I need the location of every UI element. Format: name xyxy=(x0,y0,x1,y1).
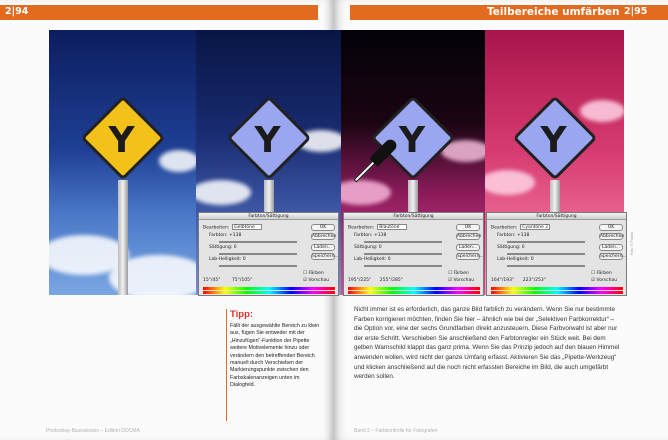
hue-slider[interactable] xyxy=(219,241,297,243)
ok-button[interactable]: OK xyxy=(311,224,335,231)
sign-letter: Y xyxy=(399,120,426,161)
saturation-label: Sättigung: xyxy=(497,245,521,250)
lightness-value[interactable]: 0 xyxy=(387,257,391,262)
header-bar-left xyxy=(0,5,318,20)
hue-saturation-dialog xyxy=(198,212,339,296)
hue-slider[interactable] xyxy=(364,241,442,243)
hue-label: Farbton: xyxy=(209,233,228,238)
lightness-label: Lab-Helligkeit: xyxy=(209,257,242,262)
saturation-slider[interactable] xyxy=(364,253,442,255)
cancel-button[interactable]: Abbrechen xyxy=(600,234,625,239)
saturation-value[interactable]: 0 xyxy=(378,245,382,250)
page-number-left: 2|94 xyxy=(5,6,29,17)
lightness-slider[interactable] xyxy=(364,265,442,267)
preview-checkbox[interactable]: ☑ Vorschau xyxy=(448,278,475,283)
color-spectrum-bar[interactable] xyxy=(491,287,623,290)
edit-select[interactable]: Blautöne xyxy=(377,224,407,230)
lightness-label: Lab-Helligkeit: xyxy=(497,257,530,262)
body-paragraph: Nicht immer ist es erforderlich, das ganze Bild farblich zu verändern. Wenn Sie nur bestimmte Farben korrigieren möchten, finden Sie hier – ähnlich wie bei der „Selektiven Farbkorrektur“ – die Option vor, eine der sechs Grundfarben direkt anzusteuern. Diese Farbvorwahl ist aber nur der erste Schritt. Verschieben Sie anschließend den Farbtonregler ein Stück weit. Bei dem gelben Warnschild klappt das ganz prima. Wenn Sie das Prinzip jedoch auf den blauen Himmel anwenden wollen, wird nicht der ganze Umfang erfasst. Aktivieren Sie das „Pipette-Werkzeug“ und klicken anschließend auf die noch nicht erfassten Bereiche im Bild, die auch umgefärbt werden sollen. xyxy=(354,306,620,381)
edit-select[interactable]: Cyantöne 2 xyxy=(520,224,550,230)
color-spectrum-bar[interactable] xyxy=(203,291,335,294)
chapter-title: Teilbereiche umfärben xyxy=(487,6,620,18)
saturation-label: Sättigung: xyxy=(209,245,233,250)
save-button[interactable]: Speichern... xyxy=(312,254,339,259)
saturation-slider[interactable] xyxy=(219,253,297,255)
dialog-title: Farbton/Sättigung xyxy=(199,213,338,220)
photo-original-yellow-sign xyxy=(49,30,196,295)
lightness-value[interactable]: 0 xyxy=(242,257,246,262)
load-button[interactable]: Laden... xyxy=(311,244,335,251)
ok-button[interactable]: OK xyxy=(456,224,480,231)
colorize-checkbox[interactable]: ☐ Färben xyxy=(448,271,469,276)
hue-saturation-dialog xyxy=(486,212,627,296)
hue-saturation-dialog xyxy=(343,212,484,296)
saturation-value[interactable]: 0 xyxy=(233,245,237,250)
tip-box xyxy=(230,309,322,390)
lightness-value[interactable]: 0 xyxy=(530,257,534,262)
sign-post xyxy=(118,180,128,295)
color-spectrum-bar[interactable] xyxy=(491,291,623,294)
footer-left: Photoshop-Basiswissen – Edition DOCMA xyxy=(46,428,140,434)
colorize-checkbox[interactable]: ☐ Färben xyxy=(303,271,324,276)
range-readout: 15°/45° 75°/105° xyxy=(203,278,253,283)
edit-label: Bearbeiten: xyxy=(203,225,230,231)
cancel-button[interactable]: Abbrechen xyxy=(312,234,337,239)
edit-label: Bearbeiten: xyxy=(348,225,375,231)
tip-rule xyxy=(226,309,227,421)
hue-value[interactable]: +138 xyxy=(373,233,387,238)
photo-credit: Foto: © Fotolia xyxy=(630,231,634,255)
load-button[interactable]: Laden... xyxy=(599,244,623,251)
sign-letter: Y xyxy=(254,120,281,161)
color-spectrum-bar[interactable] xyxy=(203,287,335,290)
hue-slider[interactable] xyxy=(507,241,585,243)
colorize-checkbox[interactable]: ☐ Färben xyxy=(591,271,612,276)
tip-text: Fällt der ausgewählte Bereich zu klein aus, fügen Sie entweder mit der „Hinzufügen“-Funktion der Pipette weitere Motivelemente hinzu oder verändern den betreffenden Bereich manuell durch Verschieben der Markierungspunkte zwischen den Farbskalenanzeigen unten im Dialogfeld. xyxy=(230,323,320,389)
sign-letter: Y xyxy=(540,120,567,161)
hue-value[interactable]: +138 xyxy=(516,233,530,238)
saturation-slider[interactable] xyxy=(507,253,585,255)
save-button[interactable]: Speichern... xyxy=(600,254,627,259)
ok-button[interactable]: OK xyxy=(599,224,623,231)
saturation-label: Sättigung: xyxy=(354,245,378,250)
edit-label: Bearbeiten: xyxy=(491,225,518,231)
dialog-title: Farbton/Sättigung xyxy=(344,213,483,220)
tip-title: Tipp: xyxy=(230,309,254,320)
page-number-right: 2|95 xyxy=(624,6,648,17)
footer-right: Band 2 – Farbkontrolle für Fotografen xyxy=(354,428,438,434)
color-spectrum-bar[interactable] xyxy=(348,287,480,290)
color-spectrum-bar[interactable] xyxy=(348,291,480,294)
cancel-button[interactable]: Abbrechen xyxy=(457,234,482,239)
preview-checkbox[interactable]: ☑ Vorschau xyxy=(303,278,330,283)
lightness-slider[interactable] xyxy=(219,265,297,267)
dialog-title: Farbton/Sättigung xyxy=(487,213,626,220)
range-readout: 164°/193° 223°/253° xyxy=(491,278,546,283)
hue-label: Farbton: xyxy=(497,233,516,238)
lightness-slider[interactable] xyxy=(507,265,585,267)
preview-checkbox[interactable]: ☑ Vorschau xyxy=(591,278,618,283)
load-button[interactable]: Laden... xyxy=(456,244,480,251)
range-readout: 195°/225° 255°/285° xyxy=(348,278,403,283)
edit-select[interactable]: Gelbtöne xyxy=(232,224,262,230)
sign-letter: Y xyxy=(108,120,135,161)
saturation-value[interactable]: 0 xyxy=(521,245,525,250)
hue-value[interactable]: +138 xyxy=(228,233,242,238)
save-button[interactable]: Speichern... xyxy=(457,254,484,259)
lightness-label: Lab-Helligkeit: xyxy=(354,257,387,262)
hue-label: Farbton: xyxy=(354,233,373,238)
